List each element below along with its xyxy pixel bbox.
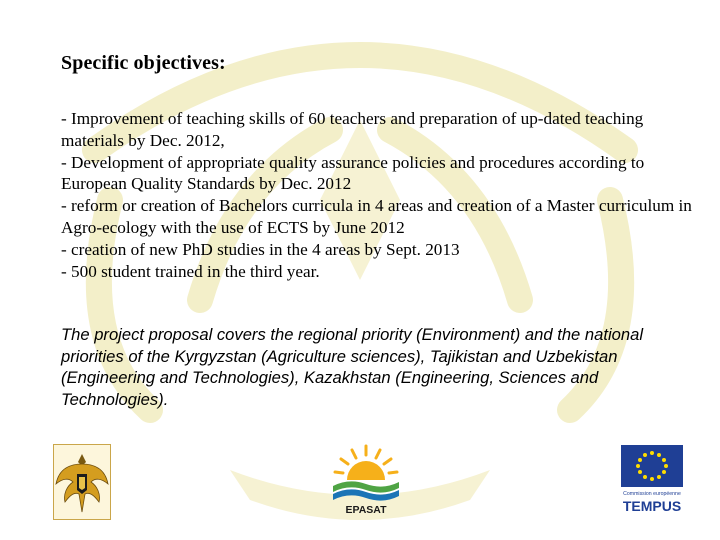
eu-tempus-logo	[621, 445, 685, 515]
objective-item: - creation of new PhD studies in the 4 areas by Sept. 2013	[61, 239, 460, 259]
project-summary: The project proposal covers the regional priority (Environment) and the national priorities of the Kyrgyzstan (Agriculture sciences), Tajikistan and Uzbekistan (Engineering and Technologies), Kazakhstan (Engineering, Sciences and Technologies).	[61, 325, 644, 409]
objective-item: - Improvement of teaching skills of 60 teachers and preparation of up-dated teaching materials by Dec. 2012,	[61, 109, 644, 150]
commission-caption: Commission européenne	[623, 491, 681, 497]
objective-item: - 500 student trained in the third year.	[61, 261, 320, 281]
university-eagle-crest-icon	[53, 444, 111, 520]
heading: Specific objectives:	[61, 52, 226, 74]
epasat-label: EPASAT	[345, 504, 387, 516]
tempus-label: TEMPUS	[622, 498, 682, 514]
epasat-logo	[329, 442, 403, 516]
objective-item: - reform or creation of Bachelors curricula in 4 areas and creation of a Master curriculum in Agro-ecology with the use of ECTS by June 2012	[61, 196, 692, 237]
objectives-list	[61, 108, 701, 282]
objective-item: - Development of appropriate quality assurance policies and procedures according to European Quality Standards by Dec. 2012	[61, 152, 645, 194]
